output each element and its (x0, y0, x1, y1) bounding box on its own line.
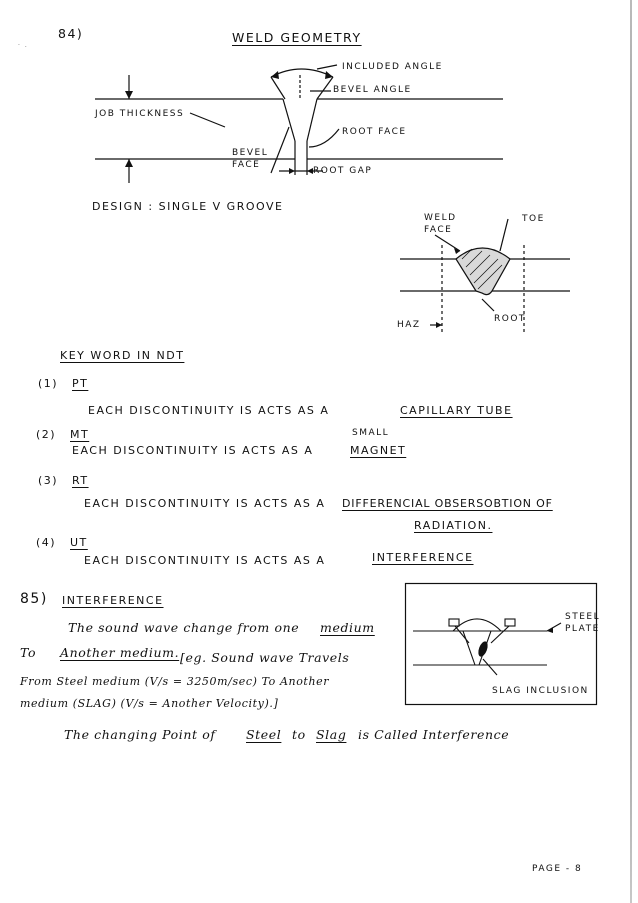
job-thickness-label: JOB THICKNESS (95, 109, 185, 119)
body-word-medium: medium (320, 620, 375, 635)
included-angle-arc (271, 69, 333, 77)
included-angle-label: INCLUDED ANGLE (342, 62, 443, 72)
root-face-label: ROOT FACE (342, 127, 407, 137)
root-label: ROOT (494, 314, 526, 324)
slag-inclusion-spot (477, 640, 490, 658)
body-line-slag-medium: medium (SLAG) (V/s = Another Velocity).] (20, 697, 279, 710)
rt-keyword-line2: RADIATION. (414, 519, 493, 532)
weld-face-label-line2: FACE (424, 225, 453, 235)
root-gap-label: ROOT GAP (313, 166, 373, 176)
conclusion-to: to (292, 727, 306, 742)
haz-label: HAZ (397, 320, 421, 330)
bevel-face-label-line1: BEVEL (232, 148, 269, 158)
item-number-84: 84) (58, 26, 84, 41)
slag-inclusion-label: SLAG INCLUSION (492, 686, 589, 696)
mt-keyword: MAGNET (350, 444, 407, 457)
section-85-number: 85) (20, 591, 48, 607)
rt-name: RT (72, 474, 89, 487)
right-bevel-line (307, 99, 317, 141)
rt-number: (3) (38, 474, 59, 487)
steel-plate-label-line1: STEEL (565, 612, 601, 622)
steel-plate-label-line2: PLATE (565, 624, 600, 634)
ut-keyword: INTERFERENCE (372, 551, 474, 564)
mt-name: MT (70, 428, 90, 441)
weld-geometry-diagram (95, 55, 515, 190)
body-line-1: The sound wave change from one (68, 620, 300, 635)
section-85-heading: INTERFERENCE (62, 594, 164, 607)
design-label: DESIGN : SINGLE V GROOVE (92, 200, 284, 213)
page-edge-shadow (630, 0, 632, 903)
body-word-to: To (20, 645, 37, 660)
left-bevel-line (283, 99, 295, 141)
conclusion-steel: Steel (246, 727, 282, 742)
rt-text: EACH DISCONTINUITY IS ACTS AS A (84, 497, 326, 510)
bevel-angle-label: BEVEL ANGLE (333, 85, 412, 95)
ut-number: (4) (36, 536, 57, 549)
pt-text: EACH DISCONTINUITY IS ACTS AS A (88, 404, 330, 417)
bevel-face-label-line2: FACE (232, 160, 261, 170)
ut-text: EACH DISCONTINUITY IS ACTS AS A (84, 554, 326, 567)
rt-keyword: DIFFERENCIAL OBSERSOBTION OF (342, 497, 553, 510)
pt-number: (1) (38, 377, 59, 390)
weld-geometry-title: WELD GEOMETRY (232, 30, 362, 45)
mt-number: (2) (36, 428, 57, 441)
mt-text: EACH DISCONTINUITY IS ACTS AS A (72, 444, 314, 457)
body-word-another-medium: Another medium. (60, 645, 180, 660)
conclusion-is-called: is Called Interference (358, 727, 510, 742)
pt-keyword: CAPILLARY TUBE (400, 404, 513, 417)
mt-keyword-insert: SMALL (352, 428, 390, 438)
body-example: [eg. Sound wave Travels (180, 650, 350, 665)
ut-name: UT (70, 536, 88, 549)
weld-face-label-line1: WELD (424, 213, 457, 223)
weld-bead (456, 248, 510, 295)
toe-label: TOE (522, 214, 545, 224)
pt-name: PT (72, 377, 89, 390)
page-speck: · . (18, 42, 29, 49)
body-line-steel-medium: From Steel medium (V/s = 3250m/sec) To Another (20, 675, 330, 688)
page-number: PAGE - 8 (532, 864, 583, 874)
ndt-heading: KEY WORD IN NDT (60, 349, 185, 362)
conclusion-slag: Slag (316, 727, 347, 742)
conclusion-part-1: The changing Point of (64, 727, 216, 742)
